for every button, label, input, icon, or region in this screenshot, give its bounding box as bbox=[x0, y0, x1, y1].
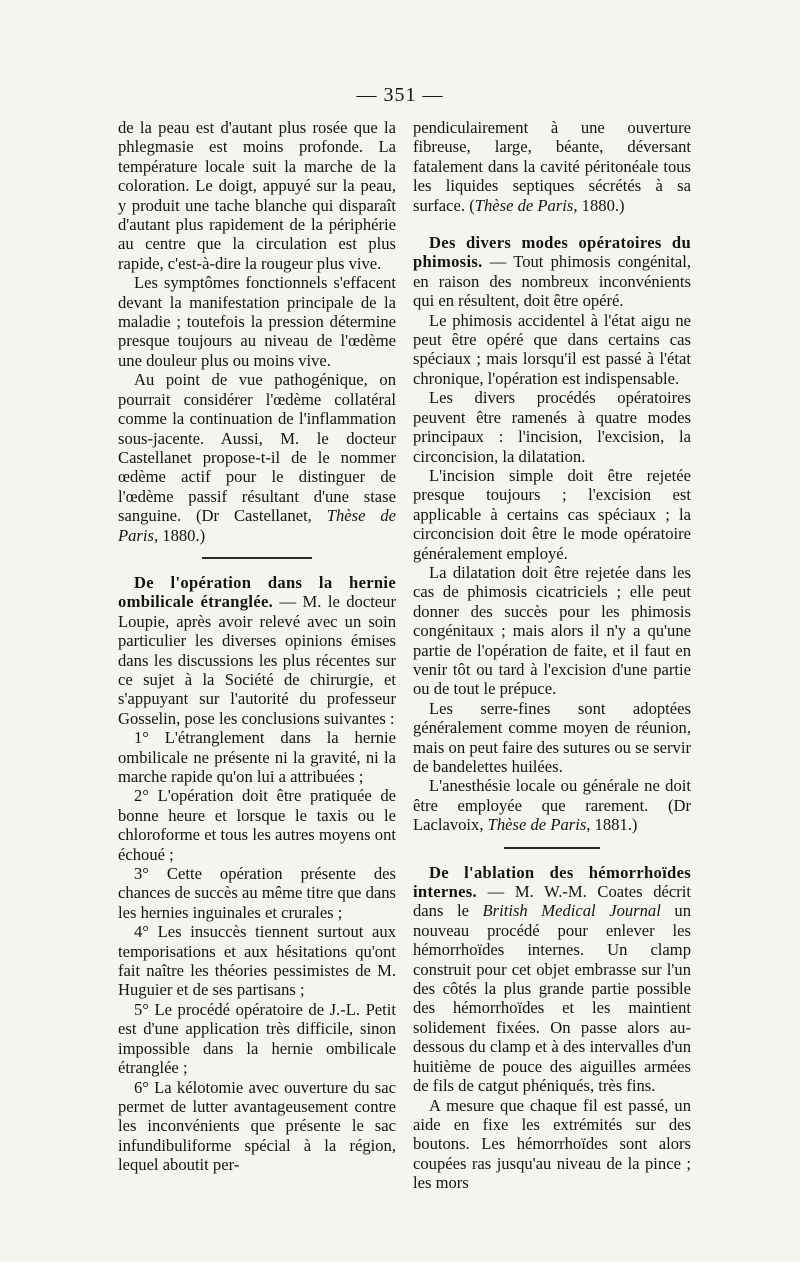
section-heading: De l'ablation des hémorrhoïdes internes. bbox=[413, 862, 691, 902]
journal-title: British Medical Journal bbox=[482, 901, 661, 921]
paragraph: L'incision simple doit être rejetée presque toujours ; l'excision est applicable à certains cas spéciaux ; la circoncision doit être le mode opératoire généralement employé. bbox=[413, 465, 691, 563]
paragraph: Les symptômes fonctionnels s'effacent devant la manifestation principale de la maladie ; toutefois la pression détermine presque toujours au niveau de l'œdème une douleur plus ou moins vive. bbox=[118, 273, 396, 370]
section-divider bbox=[202, 557, 312, 559]
list-item: 3° Cette opération présente des chances de succès au même titre que dans les hernies inguinales et crurales ; bbox=[118, 864, 396, 922]
citation-title: Thèse de Paris bbox=[474, 195, 574, 215]
section-divider bbox=[504, 847, 600, 849]
paragraph: La dilatation doit être rejetée dans les cas de phimosis cicatriciels ; elle peut donner des succès pour les phimosis congénitaux ; mais alors il n'y a qu'une partie de l'opération de faite, et il faut en venir tôt ou tard à l'excision d'une partie ou de tout le prépuce. bbox=[413, 562, 691, 699]
section-paragraph bbox=[118, 573, 396, 728]
citation-year: , 1880.) bbox=[153, 525, 206, 545]
section-heading: Des divers modes opératoires du phimosis. bbox=[413, 233, 691, 272]
section-heading: De l'opération dans la hernie ombilicale étranglée. bbox=[118, 572, 396, 612]
paragraph-text: pendiculairement à une ouverture fibreuse, large, béante, déversant fatalement dans la cavité péritonéale tous les liquides septiques sécrétés à sa surface. ( bbox=[413, 118, 691, 215]
section-lead-text: — Tout phimosis congénital, en raison des nombreux inconvénients qui en résultent, doit être opéré. bbox=[413, 252, 691, 311]
paragraph: de la peau est d'autant plus rosée que la phlegmasie est moins profonde. La température locale suit la marche de la coloration. Le doigt, appuyé sur la peau, y produit une tache blanche qui disparaît d'autant plus rapidement de la périphérie au centre que la circulation est plus rapide, c'est-à-dire la rougeur plus vive. bbox=[118, 118, 396, 273]
list-item: 1° L'étranglement dans la hernie ombilicale ne présente ni la gravité, ni la marche rapide qu'on lui a attribuées ; bbox=[118, 728, 396, 786]
paragraph bbox=[413, 118, 691, 215]
list-item: 5° Le procédé opératoire de J.-L. Petit est d'une application très difficile, sinon impossible dans la hernie ombilicale étranglée ; bbox=[118, 999, 396, 1078]
list-item: 2° L'opération doit être pratiquée de bonne heure et lorsque le taxis ou le chloroforme et tous les autres moyens ont échoué ; bbox=[118, 786, 396, 864]
paragraph: Le phimosis accidentel à l'état aigu ne peut être opéré que dans certains cas spéciaux ; mais lorsqu'il est passé à l'état chronique, l'opération est indispensable. bbox=[413, 310, 691, 388]
section-lead-text: — M. le docteur Loupie, après avoir relevé avec un soin particulier les diverses opinions émises dans les discussions les plus récentes sur ce sujet à la Société de chirurgie, et s'appuyant sur l'autorité du professeur Gosselin, pose les conclusions suivantes : bbox=[118, 592, 396, 728]
right-column bbox=[413, 118, 691, 1193]
left-column bbox=[118, 118, 396, 1175]
citation-title: Thèse de Paris bbox=[487, 815, 587, 835]
citation-title: Thèse de Paris bbox=[118, 506, 396, 545]
section-lead-text: — M. W.-M. Coates décrit dans le bbox=[413, 882, 691, 921]
section-paragraph bbox=[413, 863, 691, 1096]
section-lead-text: un nouveau procédé pour enlever les hémorrhoïdes internes. Un clamp construit pour cet objet embrasse sur l'un des côtés la plus grande partie possible des hémorrhoïdes et les maintient solidement fixées. On passe alors au-dessous du clamp et à des intervalles d'un huitième de pouce des aiguilles armées de fils de catgut phéniqués, très fins. bbox=[413, 901, 691, 1096]
list-item: 4° Les insuccès tiennent surtout aux temporisations et aux hésitations qu'ont fait naître les théories pessimistes de M. Huguier et de ses partisans ; bbox=[118, 922, 396, 1000]
paragraph-text: L'anesthésie locale ou générale ne doit être employée que rarement. (Dr Laclavoix, bbox=[413, 776, 691, 835]
list-item: 6° La kélotomie avec ouverture du sac permet de lutter avantageusement contre les inconvénients que présente le sac infundibuliforme spécial à la région, lequel aboutit per- bbox=[118, 1077, 396, 1175]
paragraph bbox=[118, 370, 396, 545]
page-number: — 351 — bbox=[356, 84, 444, 106]
paragraph: Les divers procédés opératoires peuvent être ramenés à quatre modes principaux : l'incision, l'excision, la circoncision, la dilatation. bbox=[413, 388, 691, 466]
citation-year: , 1880.) bbox=[573, 195, 625, 215]
paragraph: A mesure que chaque fil est passé, un aide en fixe les extrémités sur des boutons. Les hémorrhoïdes sont alors coupées ras jusqu'au niveau de la pince ; les mors bbox=[413, 1095, 691, 1193]
paragraph: Les serre-fines sont adoptées généralement comme moyen de réunion, mais on peut faire des sutures ou se servir de bandelettes huilées. bbox=[413, 698, 691, 776]
paragraph-text: Au point de vue pathogénique, on pourrait considérer l'œdème collatéral comme la continuation de l'inflammation sous-jacente. Aussi, M. le docteur Castellanet propose-t-il de le nommer œdème actif pour le distinguer de l'œdème passif résultant d'une stase sanguine. (Dr Castellanet, bbox=[118, 370, 396, 526]
paragraph bbox=[413, 776, 691, 834]
citation-year: , 1881.) bbox=[586, 815, 638, 835]
section-paragraph bbox=[413, 233, 691, 311]
